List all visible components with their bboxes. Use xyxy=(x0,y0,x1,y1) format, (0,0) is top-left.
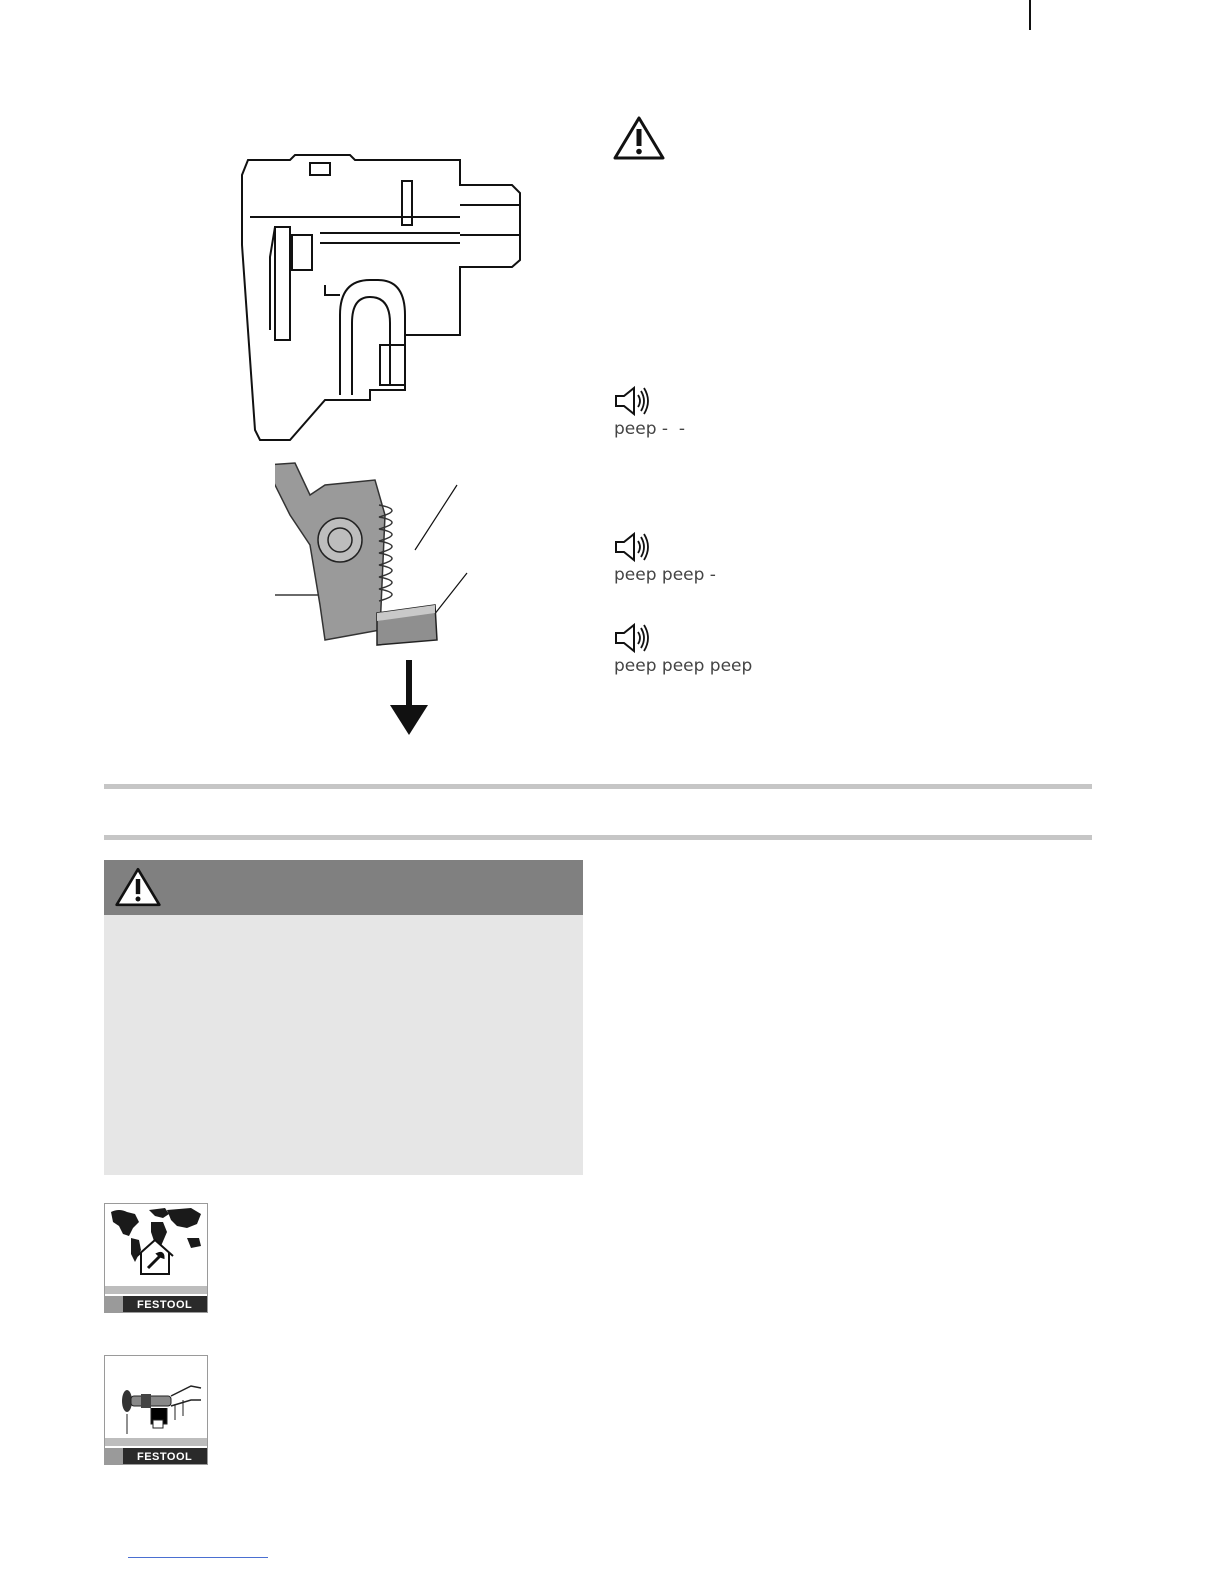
battery-latch-illustration xyxy=(275,455,475,655)
speaker-icon xyxy=(614,531,652,563)
warning-icon xyxy=(114,865,162,909)
peep-pattern-1: peep - - xyxy=(614,419,685,439)
speaker-icon xyxy=(614,385,652,417)
world-map-service-icon xyxy=(105,1204,207,1294)
sound-signal-2 xyxy=(614,531,814,585)
peep-pattern-3: peep peep peep xyxy=(614,656,753,676)
festool-logo: FESTOOL xyxy=(137,1451,193,1463)
down-arrow-icon xyxy=(388,660,430,735)
battery-pack-illustration xyxy=(230,145,530,450)
warning-box xyxy=(104,860,583,1175)
spare-parts-icon xyxy=(105,1356,207,1446)
section-divider xyxy=(104,784,1092,789)
warning-box-header xyxy=(104,860,583,915)
sound-signal-1 xyxy=(614,385,814,439)
festool-logo: FESTOOL xyxy=(137,1299,193,1311)
footer-hyperlink-underline[interactable] xyxy=(128,1557,268,1558)
peep-pattern-2: peep peep - xyxy=(614,565,716,585)
festool-service-tile xyxy=(104,1203,208,1313)
page-edge-marker xyxy=(1029,0,1031,30)
callout-line-spring xyxy=(415,485,457,550)
sound-signal-3 xyxy=(614,622,814,676)
festool-spare-parts-tile xyxy=(104,1355,208,1465)
section-divider xyxy=(104,835,1092,840)
speaker-icon xyxy=(614,622,652,654)
warning-icon xyxy=(612,115,666,161)
